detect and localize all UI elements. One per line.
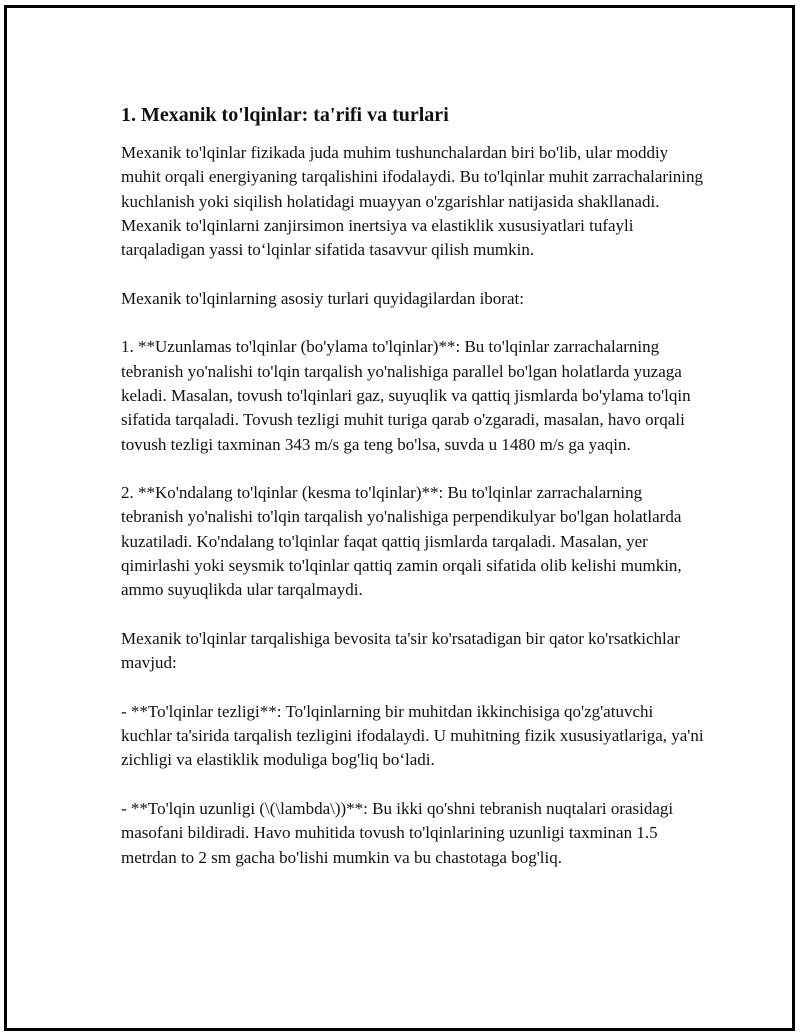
paragraph-transverse-waves: 2. **Ko'ndalang to'lqinlar (kesma to'lqinlar)**: Bu to'lqinlar zarrachalarning tebranish yo'nalishi to'lqin tarqalish yo'nalishiga perpendikulyar bo'lgan holatlarda kuzatiladi. Ko'ndalang to'lqinlar faqat qattiq jismlarda tarqaladi. Masalan, yer qimirlashi yoki seysmik to'lqinlar qattiq zamin orqali sifatida olib kelishi mumkin, ammo suyuqlikda ular tarqalmaydi. xyxy=(121,483,682,600)
paragraph-intro: Mexanik to'lqinlar fizikada juda muhim tushunchalardan biri bo'lib, ular moddiy muhit orqali energiyaning tarqalishini ifodalaydi. Bu to'lqinlar muhit zarrachalarining kuchlanish yoki siqilish holatidagi muayyan o'zgarishlar natijasida shakllanadi. Mexanik to'lqinlarni zanjirsimon inertsiya va elastiklik xususiyatlari tufayli tarqaladigan yassi to‘lqinlar sifatida tasavvur qilish mumkin. xyxy=(121,143,704,260)
document-title: 1. Mexanik to'lqinlar: ta'rifi va turlari xyxy=(121,104,449,126)
paragraph-wave-speed: - **To'lqinlar tezligi**: To'lqinlarning bir muhitdan ikkinchisiga qo'zg'atuvchi kuchlar ta'sirida tarqalish tezligini ifodalaydi. U muhitning fizik xususiyatlariga, ya'ni zichligi va elastiklik moduliga bog'liq bo‘ladi. xyxy=(121,701,704,770)
document-body xyxy=(121,103,706,894)
paragraph-wavelength: - **To'lqin uzunligi (\(\lambda\))**: Bu ikki qo'shni tebranish nuqtalari orasidagi masofani bildiradi. Havo muhitida tovush to'lqinlarining uzunligi taxminan 1.5 metrdan to 2 sm gacha bo'lishi mumkin va bu chastotaga bog'liq. xyxy=(121,799,674,867)
paragraph-types-intro: Mexanik to'lqinlarning asosiy turlari quyidagilardan iborat: xyxy=(121,288,524,308)
paragraph-indicators-intro: Mexanik to'lqinlar tarqalishiga bevosita ta'sir ko'rsatadigan bir qator ko'rsatkichlar mavjud: xyxy=(121,628,680,673)
page-frame xyxy=(4,5,795,1031)
paragraph-longitudinal-waves: 1. **Uzunlamas to'lqinlar (bo'ylama to'lqinlar)**: Bu to'lqinlar zarrachalarning tebranish yo'nalishi to'lqin tarqalish yo'nalishiga parallel bo'lgan holatlarda yuzaga keladi. Masalan, tovush to'lqinlari gaz, suyuqlik va qattiq jismlarda bo'ylama to'lqin sifatida tarqaladi. Tovush tezligi muhit turiga qarab o'zgaradi, masalan, havo orqali tovush tezligi taxminan 343 m/s ga teng bo'lsa, suvda u 1480 m/s ga yaqin. xyxy=(121,337,691,454)
